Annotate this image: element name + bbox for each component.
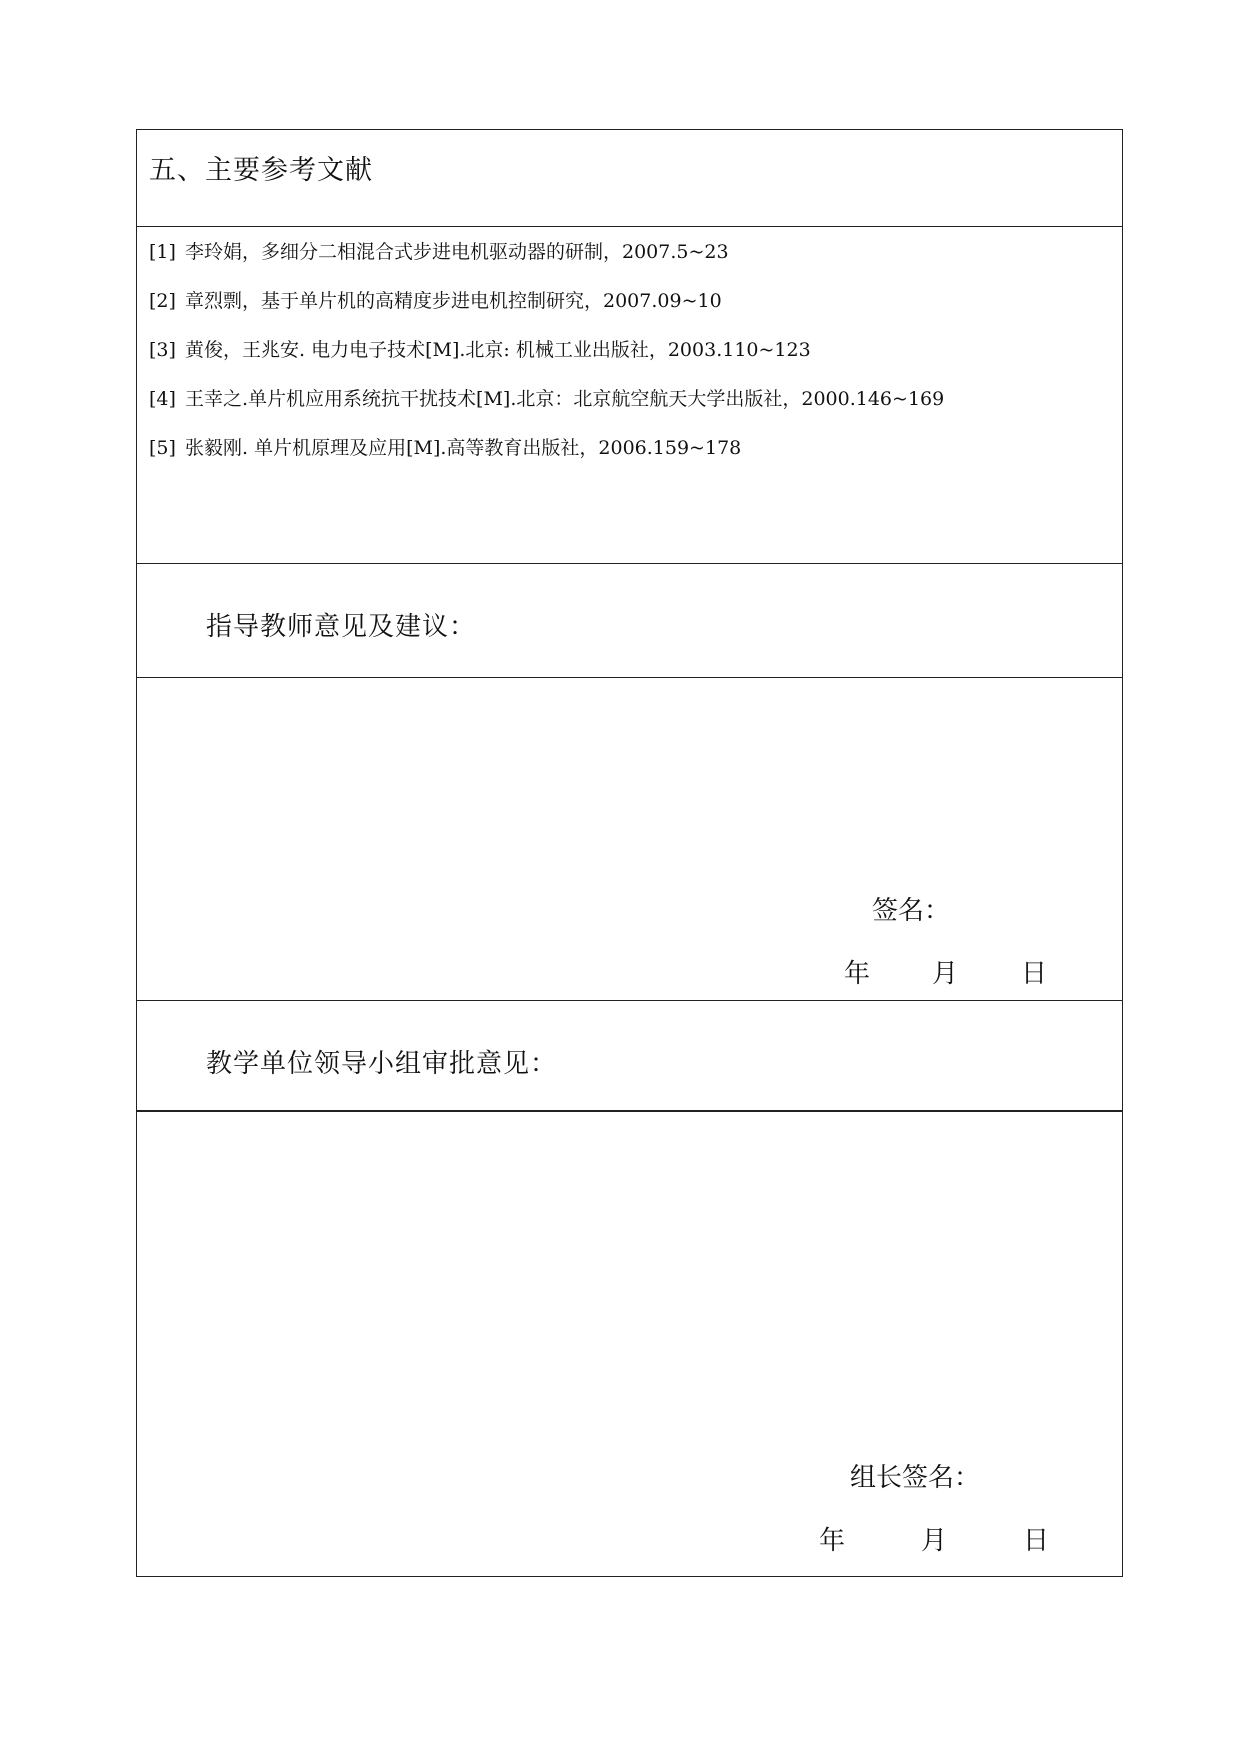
reference-item xyxy=(149,240,944,264)
reference-item xyxy=(149,387,944,411)
committee-opinion-area xyxy=(137,1112,1122,1577)
reference-item xyxy=(149,436,944,460)
advisor-signature-label: 签名： xyxy=(872,896,951,926)
reference-text: 王幸之.单片机应用系统抗干扰技术[M].北京：北京航空航天大学出版社，2000.146~169 xyxy=(185,388,945,410)
reference-number: [2] xyxy=(149,290,176,312)
committee-opinion-label: 教学单位领导小组审批意见： xyxy=(206,1049,558,1079)
advisor-date-month: 月 xyxy=(932,959,959,989)
advisor-opinion-area xyxy=(137,678,1122,1001)
reference-text: 黄俊，王兆安. 电力电子技术[M].北京: 机械工业出版社，2003.110~123 xyxy=(185,339,811,361)
committee-date-day: 日 xyxy=(1023,1526,1050,1556)
advisor-opinion-label: 指导教师意见及建议： xyxy=(206,612,477,642)
advisor-label-row xyxy=(137,564,1122,678)
reference-number: [4] xyxy=(149,388,176,410)
reference-number: [3] xyxy=(149,339,176,361)
reference-text: 章烈剽，基于单片机的高精度步进电机控制研究，2007.09~10 xyxy=(185,290,722,312)
reference-list xyxy=(149,240,944,485)
proposal-form-table xyxy=(136,129,1123,1577)
reference-number: [5] xyxy=(149,437,176,459)
advisor-date-year: 年 xyxy=(844,959,871,989)
advisor-date-day: 日 xyxy=(1021,959,1048,989)
committee-date-year: 年 xyxy=(819,1526,846,1556)
committee-date-month: 月 xyxy=(921,1526,948,1556)
reference-number: [1] xyxy=(149,241,176,263)
reference-item xyxy=(149,289,944,313)
references-row xyxy=(137,227,1122,564)
committee-signature-label: 组长签名： xyxy=(850,1463,981,1493)
reference-text: 李玲娟，多细分二相混合式步进电机驱动器的研制，2007.5~23 xyxy=(185,241,729,263)
committee-label-row xyxy=(137,1001,1122,1112)
section-title: 五、主要参考文献 xyxy=(149,155,373,186)
reference-text: 张毅刚. 单片机原理及应用[M].高等教育出版社，2006.159~178 xyxy=(185,437,742,459)
reference-item xyxy=(149,338,944,362)
section-title-row xyxy=(137,130,1122,227)
